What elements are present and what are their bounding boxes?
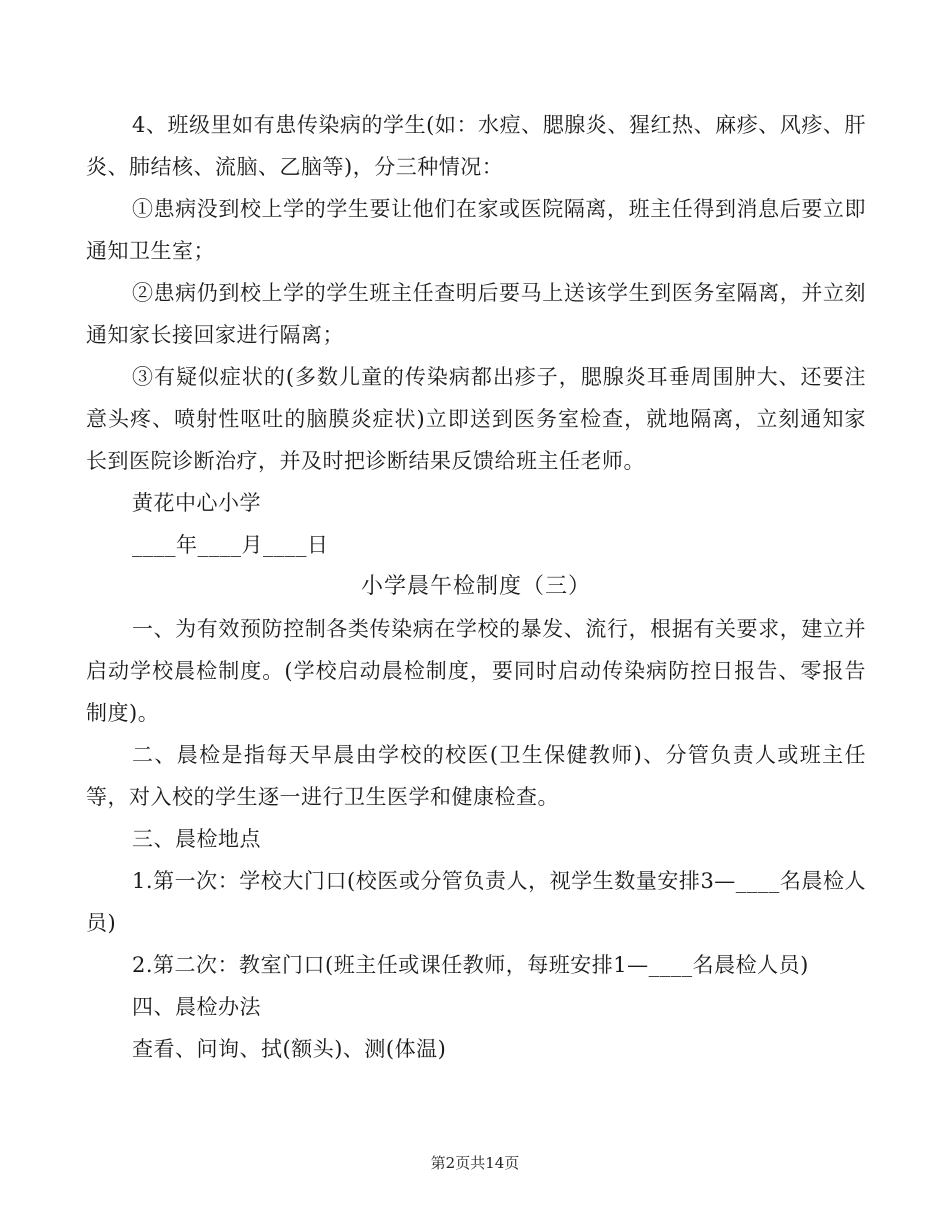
paragraph-location-2: 2.第二次：教室门口(班主任或课任教师，每班安排1—____名晨检人员) [132, 953, 809, 977]
paragraph-case-3: ③有疑似症状的(多数儿童的传染病都出疹子，腮腺炎耳垂周围肿大、还要注意头疼、喷射性呕吐的脑膜炎症状)立即送到医务室检查，就地隔离，立刻通知家长到医院诊断治疗，并及时把诊断结果反馈给班主任老师。 [86, 365, 866, 473]
date-line: ____年____月____日 [132, 533, 329, 557]
paragraph-item-4: 4、班级里如有患传染病的学生(如：水痘、腮腺炎、猩红热、麻疹、风疹、肝炎、肺结核、流脑、乙脑等)，分三种情况： [86, 113, 866, 179]
page-content [86, 104, 866, 1070]
paragraph-case-2: ②患病仍到校上学的学生班主任查明后要马上送该学生到医务室隔离，并立刻通知家长接回家进行隔离； [86, 281, 866, 347]
paragraph-rule-1: 一、为有效预防控制各类传染病在学校的暴发、流行，根据有关要求，建立并启动学校晨检制度。(学校启动晨检制度，要同时启动传染病防控日报告、零报告制度)。 [86, 617, 866, 725]
section-title: 小学晨午检制度（三） [360, 574, 591, 599]
heading-method: 四、晨检办法 [132, 995, 261, 1019]
school-name: 黄花中心小学 [132, 491, 261, 515]
paragraph-method: 查看、问询、拭(额头)、测(体温) [132, 1037, 447, 1061]
paragraph-rule-2: 二、晨检是指每天早晨由学校的校医(卫生保健教师)、分管负责人或班主任等，对入校的学生逐一进行卫生医学和健康检查。 [86, 743, 866, 809]
heading-location: 三、晨检地点 [132, 827, 261, 851]
page-number: 第2页共14页 [430, 1154, 520, 1172]
paragraph-location-1: 1.第一次：学校大门口(校医或分管负责人，视学生数量安排3—____名晨检人员) [86, 869, 866, 935]
paragraph-case-1: ①患病没到校上学的学生要让他们在家或医院隔离，班主任得到消息后要立即通知卫生室； [86, 197, 866, 263]
